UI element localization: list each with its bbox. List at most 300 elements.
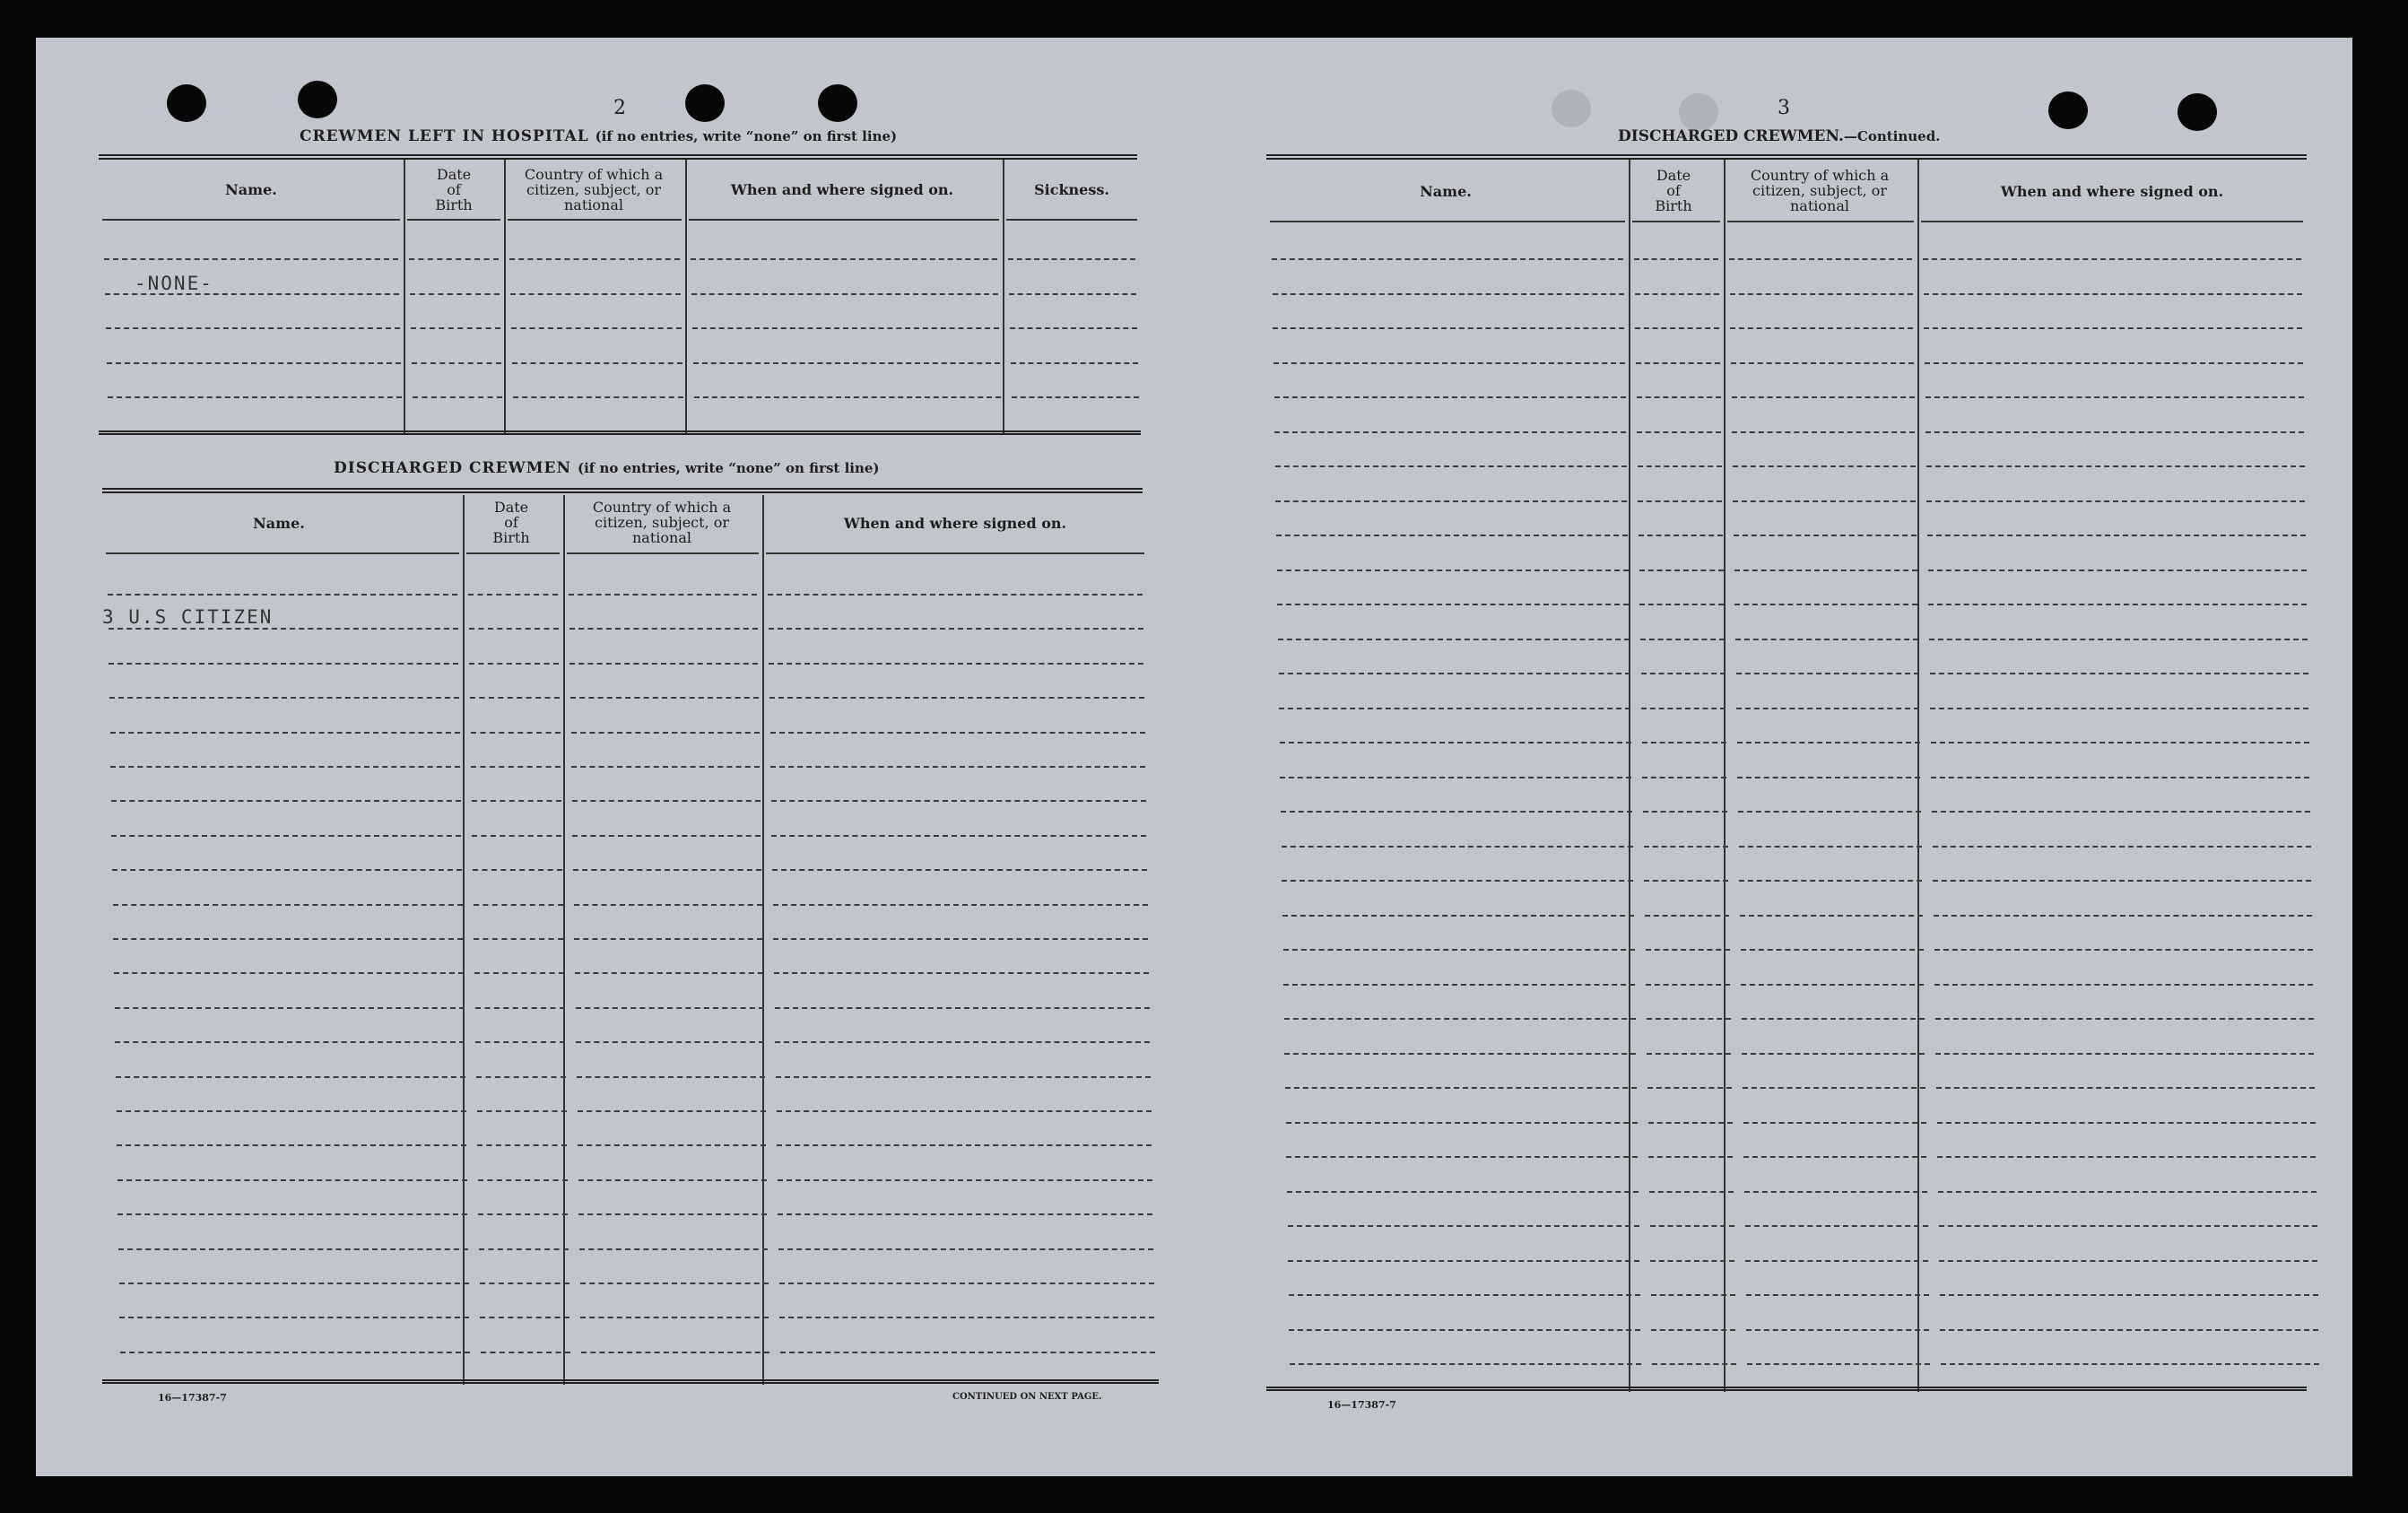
- entry-line: [1935, 1018, 2314, 1020]
- header-underline: [1006, 219, 1137, 221]
- entry-line: [1934, 915, 2312, 917]
- column-separator: [1724, 160, 1726, 1392]
- entry-line: [1745, 1225, 1928, 1227]
- entry-line: [777, 1144, 1152, 1146]
- entry-line: [773, 938, 1148, 940]
- header-underline: [106, 552, 459, 554]
- entry-line: [475, 1007, 565, 1009]
- entry-line: [411, 327, 500, 329]
- entry-line: [1743, 1156, 1926, 1158]
- entry-line: [1274, 362, 1625, 364]
- col-header-country: Country of which a citizen, subject, or national: [592, 499, 732, 546]
- entry-line: [477, 1144, 567, 1146]
- col-header-signed-on: When and where signed on.: [2000, 183, 2224, 200]
- entry-line: [1635, 327, 1719, 329]
- entry-line: [472, 835, 561, 837]
- entry-line: [1926, 431, 2304, 433]
- entry-line: [1274, 396, 1626, 398]
- entry-line: [1746, 1329, 1929, 1331]
- entry-line: [471, 766, 561, 768]
- entry-line: [1280, 742, 1631, 743]
- entry-line: [1737, 742, 1920, 743]
- entry-line: [1281, 811, 1632, 813]
- column-separator: [762, 495, 764, 1385]
- entry-line: [1927, 535, 2306, 536]
- entry-line: [471, 732, 561, 734]
- entry-line: [1733, 500, 1916, 502]
- entry-line: [1283, 949, 1635, 951]
- col-header-name: Name.: [225, 181, 277, 198]
- entry-line: [770, 732, 1145, 734]
- entry-line: [1649, 1191, 1734, 1193]
- punch-hole: [818, 84, 857, 122]
- entry-line: [113, 938, 463, 940]
- entry-line: [513, 396, 683, 398]
- entry-line: [1930, 673, 2308, 674]
- entry-line: [578, 1110, 766, 1112]
- entry-line: [1282, 846, 1633, 848]
- entry-line: [1734, 570, 1917, 571]
- entry-line: [580, 1317, 769, 1318]
- entry-line: [119, 1317, 469, 1318]
- entry-line: [111, 800, 461, 802]
- entry-line: [479, 1248, 569, 1250]
- entry-line: [1276, 535, 1628, 536]
- entry-line: [1732, 396, 1915, 398]
- entry-line: [1937, 1122, 2316, 1124]
- entry-line: [570, 697, 759, 699]
- entry-line: [1282, 880, 1633, 882]
- entry-line: [1642, 777, 1726, 778]
- header-underline: [407, 219, 500, 221]
- entry-line: [1645, 915, 1729, 917]
- entry-line: [120, 1352, 470, 1353]
- entry-line: [773, 904, 1148, 906]
- entry-line: [108, 396, 402, 398]
- entry-line: [1279, 708, 1630, 709]
- entry-line: [1643, 811, 1727, 813]
- entry-line: [1730, 293, 1913, 295]
- entry-line: [474, 904, 563, 906]
- entry-line: [474, 972, 564, 974]
- entry-line: [1745, 1260, 1928, 1262]
- entry-line: [778, 1248, 1153, 1250]
- entry-line: [1926, 500, 2305, 502]
- entry-line: [581, 1352, 769, 1353]
- entry-line: [1928, 604, 2307, 605]
- entry-line: [571, 766, 760, 768]
- punch-hole: [2048, 91, 2088, 129]
- column-separator: [563, 495, 565, 1385]
- entry-line: [1288, 1225, 1639, 1227]
- entry-line: [1930, 708, 2308, 709]
- entry-line: [509, 258, 680, 260]
- entry-line: [1273, 293, 1624, 295]
- hospital-section-title: [300, 127, 897, 145]
- entry-line: [772, 869, 1147, 871]
- entry-line: [693, 362, 1000, 364]
- entry-line: [1939, 1260, 2317, 1262]
- entry-line: [576, 1007, 764, 1009]
- table-bottom-rule: [102, 1379, 1159, 1384]
- entry-line: [1743, 1087, 1926, 1089]
- entry-line: [1284, 1018, 1636, 1020]
- entry-line: [1650, 1260, 1734, 1262]
- entry-line: [1736, 673, 1919, 674]
- entry-line: [776, 1076, 1151, 1078]
- entry-line: [1277, 570, 1629, 571]
- entry-line: [475, 1041, 565, 1043]
- entry-line: [1932, 811, 2310, 813]
- column-separator: [1629, 160, 1630, 1392]
- entry-line: [469, 663, 559, 665]
- entry-line: [1640, 639, 1725, 640]
- entry-line: [1941, 1363, 2319, 1365]
- entry-line: [470, 697, 560, 699]
- entry-line: [104, 258, 398, 260]
- column-separator: [1003, 160, 1004, 434]
- entry-line: [107, 362, 401, 364]
- entry-line: [106, 327, 400, 329]
- entry-line: [1288, 1260, 1639, 1262]
- entry-line: [1011, 362, 1138, 364]
- entry-line: [116, 1076, 465, 1078]
- entry-line: [1739, 880, 1922, 882]
- entry-line: [510, 293, 681, 295]
- header-underline: [689, 219, 999, 221]
- entry-line: [580, 1283, 769, 1284]
- entry-line: [774, 972, 1149, 974]
- punch-hole: [685, 84, 725, 122]
- entry-line: [691, 258, 997, 260]
- hospital-title: CREWMEN LEFT IN HOSPITAL: [300, 127, 589, 145]
- entry-line: [578, 1144, 766, 1146]
- entry-line: [1286, 1122, 1638, 1124]
- punch-hole: [1679, 93, 1718, 131]
- entry-line: [478, 1213, 568, 1215]
- entry-line: [1286, 1156, 1638, 1158]
- entry-line: [1741, 984, 1924, 986]
- entry-line: [694, 396, 1001, 398]
- column-separator: [504, 160, 506, 434]
- entry-line: [768, 594, 1143, 596]
- entry-line: [1739, 846, 1922, 848]
- entry-line: [468, 594, 558, 596]
- entry-line: [109, 663, 458, 665]
- entry-line: [1647, 1053, 1731, 1055]
- entry-line: [1924, 327, 2302, 329]
- entry-line: [1938, 1191, 2317, 1193]
- entry-line: [779, 1317, 1154, 1318]
- entry-line: [412, 362, 501, 364]
- entry-line: [1929, 639, 2308, 640]
- entry-line: [1733, 465, 1916, 467]
- entry-line: [469, 628, 559, 630]
- entry-line: [1277, 604, 1629, 605]
- header-underline: [567, 552, 759, 554]
- entry-line: [1924, 293, 2302, 295]
- column-separator: [1917, 160, 1919, 1392]
- column-separator: [463, 495, 465, 1385]
- col-header-name: Name.: [1420, 183, 1472, 200]
- discharged-typed-entry: 3 U.S CITIZEN: [102, 606, 274, 628]
- discharged-subtitle: (if no entries, write “none” on first line): [577, 460, 880, 476]
- entry-line: [1933, 846, 2311, 848]
- punch-hole: [298, 81, 337, 118]
- col-header-date-of-birth: Date of Birth: [492, 499, 530, 546]
- entry-line: [413, 396, 502, 398]
- entry-line: [117, 1144, 466, 1146]
- entry-line: [1742, 1053, 1925, 1055]
- entry-line: [1741, 949, 1924, 951]
- entry-line: [1928, 570, 2307, 571]
- entry-line: [1639, 570, 1724, 571]
- entry-line: [1275, 500, 1627, 502]
- entry-line: [577, 1076, 765, 1078]
- entry-line: [1009, 293, 1136, 295]
- entry-line: [1934, 949, 2313, 951]
- entry-line: [1284, 1053, 1636, 1055]
- entry-line: [118, 1248, 468, 1250]
- entry-line: [410, 293, 500, 295]
- entry-line: [477, 1110, 567, 1112]
- entry-line: [114, 972, 464, 974]
- column-separator: [404, 160, 405, 434]
- entry-line: [111, 835, 461, 837]
- col-header-signed-on: When and where signed on.: [730, 181, 954, 198]
- entry-line: [512, 362, 682, 364]
- entry-line: [1646, 949, 1730, 951]
- entry-line: [1940, 1294, 2318, 1296]
- entry-line: [574, 938, 762, 940]
- table-bottom-rule: [1266, 1387, 2307, 1391]
- entry-line: [1734, 604, 1917, 605]
- entry-line: [109, 628, 458, 630]
- entry-line: [1278, 639, 1630, 640]
- entry-line: [1651, 1329, 1735, 1331]
- entry-line: [1738, 811, 1921, 813]
- entry-line: [780, 1352, 1155, 1353]
- entry-line: [571, 732, 760, 734]
- entry-line: [1647, 1018, 1731, 1020]
- entry-line: [110, 732, 460, 734]
- hospital-subtitle: (if no entries, write “none” on first line): [595, 128, 898, 144]
- entry-line: [1637, 396, 1721, 398]
- entry-line: [117, 1110, 466, 1112]
- entry-line: [775, 1007, 1150, 1009]
- discharged-double-rule: [102, 488, 1143, 493]
- entry-line: [1289, 1329, 1640, 1331]
- col-header-signed-on: When and where signed on.: [843, 515, 1067, 532]
- entry-line: [1280, 777, 1631, 778]
- punch-hole: [2178, 93, 2217, 131]
- entry-line: [778, 1179, 1152, 1181]
- entry-line: [771, 800, 1146, 802]
- entry-line: [1740, 915, 1923, 917]
- entry-line: [569, 594, 757, 596]
- right-title: DISCHARGED CREWMEN.: [1618, 127, 1844, 145]
- entry-line: [1289, 1294, 1640, 1296]
- entry-line: [1732, 431, 1915, 433]
- entry-line: [115, 1041, 465, 1043]
- entry-line: [769, 697, 1144, 699]
- entry-line: [779, 1283, 1154, 1284]
- right-double-rule: [1266, 154, 2307, 160]
- entry-line: [112, 869, 462, 871]
- entry-line: [110, 766, 460, 768]
- entry-line: [1647, 1087, 1732, 1089]
- entry-line: [1638, 465, 1722, 467]
- entry-line: [1652, 1363, 1736, 1365]
- entry-line: [108, 594, 457, 596]
- entry-line: [1744, 1191, 1927, 1193]
- entry-line: [1639, 535, 1723, 536]
- entry-line: [109, 697, 459, 699]
- continued-note: CONTINUED ON NEXT PAGE.: [952, 1392, 1102, 1402]
- entry-line: [1275, 465, 1627, 467]
- punch-hole: [1552, 90, 1591, 127]
- entry-line: [1926, 465, 2305, 467]
- punch-hole: [167, 84, 206, 122]
- entry-line: [569, 628, 758, 630]
- entry-line: [119, 1283, 469, 1284]
- entry-line: [117, 1179, 467, 1181]
- entry-line: [1935, 1053, 2314, 1055]
- entry-line: [473, 869, 562, 871]
- entry-line: [573, 869, 761, 871]
- entry-line: [1925, 362, 2303, 364]
- right-title-suffix: —Continued.: [1843, 128, 1941, 144]
- header-underline: [766, 552, 1144, 554]
- entry-line: [1279, 673, 1630, 674]
- entry-line: [769, 628, 1143, 630]
- entry-line: [692, 327, 999, 329]
- col-header-date-of-birth: Date of Birth: [435, 166, 473, 213]
- table-bottom-rule: [99, 430, 1141, 435]
- entry-line: [511, 327, 682, 329]
- entry-line: [1734, 535, 1917, 536]
- entry-line: [105, 293, 399, 295]
- entry-line: [769, 663, 1143, 665]
- entry-line: [1737, 777, 1920, 778]
- entry-line: [579, 1248, 768, 1250]
- header-underline: [1632, 221, 1720, 222]
- discharged-section-title: [334, 459, 880, 477]
- entry-line: [1635, 293, 1719, 295]
- entry-line: [691, 293, 998, 295]
- col-header-date-of-birth: Date of Birth: [1655, 167, 1692, 214]
- entry-line: [775, 1041, 1150, 1043]
- entry-line: [1936, 1087, 2315, 1089]
- form-number: 16—17387-7: [1327, 1399, 1396, 1411]
- entry-line: [771, 835, 1146, 837]
- entry-line: [409, 258, 499, 260]
- entry-line: [480, 1283, 569, 1284]
- entry-line: [1639, 604, 1724, 605]
- entry-line: [1287, 1191, 1639, 1193]
- entry-line: [1274, 431, 1626, 433]
- entry-line: [1641, 708, 1726, 709]
- entry-line: [1736, 708, 1919, 709]
- entry-line: [777, 1110, 1152, 1112]
- entry-line: [1290, 1363, 1641, 1365]
- col-header-sickness: Sickness.: [1034, 181, 1109, 198]
- entry-line: [1636, 362, 1720, 364]
- entry-line: [572, 835, 761, 837]
- form-number: 16—17387-7: [158, 1392, 227, 1404]
- entry-line: [1634, 258, 1718, 260]
- entry-line: [115, 1007, 465, 1009]
- header-underline: [466, 552, 560, 554]
- entry-line: [1926, 396, 2304, 398]
- entry-line: [1937, 1156, 2316, 1158]
- entry-line: [1735, 639, 1918, 640]
- entry-line: [1931, 777, 2309, 778]
- entry-line: [1747, 1363, 1930, 1365]
- right-section-title: [1618, 127, 1940, 145]
- entry-line: [1644, 880, 1728, 882]
- entry-line: [1939, 1225, 2317, 1227]
- entry-line: [1641, 673, 1726, 674]
- col-header-country: Country of which a citizen, subject, or national: [1750, 167, 1890, 214]
- header-underline: [102, 219, 400, 221]
- column-separator: [685, 160, 687, 434]
- entry-line: [572, 800, 761, 802]
- entry-line: [481, 1352, 570, 1353]
- entry-line: [1729, 258, 1912, 260]
- entry-line: [1648, 1156, 1733, 1158]
- col-header-country: Country of which a citizen, subject, or national: [524, 166, 664, 213]
- entry-line: [1933, 880, 2311, 882]
- page-number: 2: [613, 97, 626, 119]
- entry-line: [1746, 1294, 1929, 1296]
- entry-line: [117, 1213, 467, 1215]
- entry-line: [1272, 258, 1623, 260]
- hospital-typed-entry: -NONE-: [135, 273, 213, 294]
- entry-line: [1730, 327, 1913, 329]
- entry-line: [1283, 984, 1635, 986]
- entry-line: [1273, 327, 1624, 329]
- entry-line: [476, 1076, 566, 1078]
- entry-line: [480, 1317, 569, 1318]
- entry-line: [1638, 500, 1722, 502]
- header-underline: [1270, 221, 1625, 222]
- entry-line: [1285, 1087, 1637, 1089]
- header-underline: [1921, 221, 2303, 222]
- entry-line: [1646, 984, 1730, 986]
- entry-line: [575, 972, 763, 974]
- entry-line: [1010, 327, 1137, 329]
- entry-line: [1648, 1122, 1733, 1124]
- entry-line: [1008, 258, 1135, 260]
- header-underline: [1727, 221, 1914, 222]
- entry-line: [778, 1213, 1152, 1215]
- entry-line: [1012, 396, 1139, 398]
- entry-line: [1731, 362, 1914, 364]
- col-header-name: Name.: [253, 515, 305, 532]
- entry-line: [1931, 742, 2309, 743]
- entry-line: [574, 904, 762, 906]
- entry-line: [1651, 1294, 1735, 1296]
- page-number: 3: [1778, 97, 1790, 119]
- hospital-double-rule: [99, 154, 1137, 160]
- entry-line: [1644, 846, 1728, 848]
- entry-line: [1743, 1122, 1926, 1124]
- entry-line: [1637, 431, 1721, 433]
- entry-line: [578, 1213, 767, 1215]
- entry-line: [578, 1179, 767, 1181]
- entry-line: [1934, 984, 2313, 986]
